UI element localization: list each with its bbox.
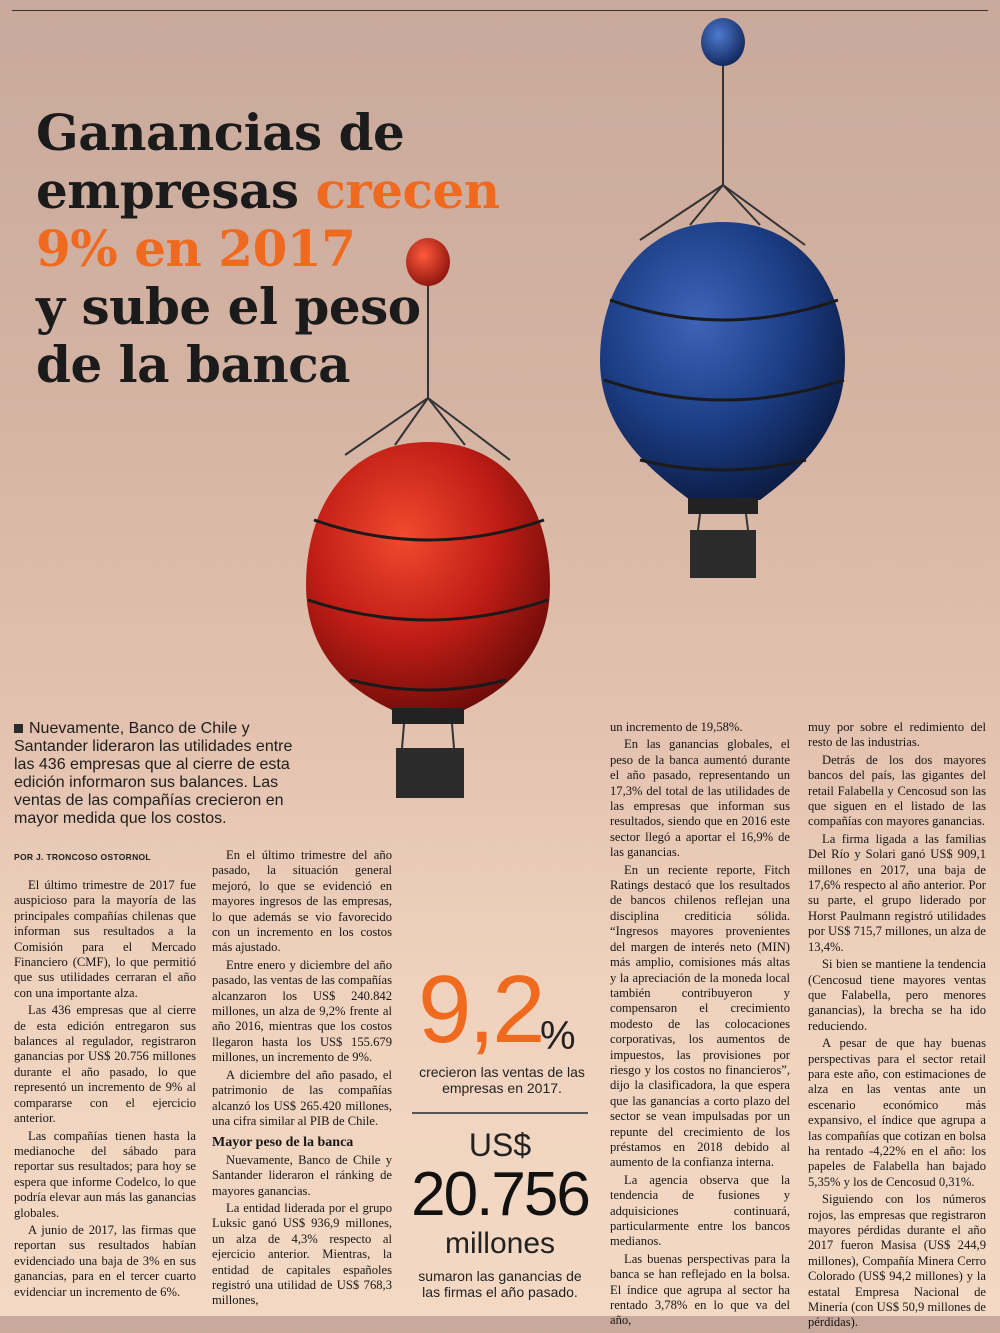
stat-sales-growth-caption: crecieron las ventas de las empresas en 2017. xyxy=(419,1064,585,1096)
lead-bullet-square xyxy=(14,724,23,733)
paragraph: muy por sobre el redimiento del resto de las industrias. xyxy=(808,720,986,750)
paragraph: Si bien se mantiene la tendencia (Cencosud tiene mayores ventas que Falabella, pero menores ganancias), la brecha se ha ido reduciendo. xyxy=(808,957,986,1033)
paragraph: La firma ligada a las familias Del Río y Solari ganó US$ 909,1 millones en 2017, una baja de 17,6% respecto al año anterior. Por su parte, el grupo liderado por Horst Paulmann registró utilidades por US$ 715,7 millones, un alza de 13,4%. xyxy=(808,831,986,954)
paragraph: La entidad liderada por el grupo Luksic ganó US$ 936,9 millones, un alza de 4,3% respecto al ejercicio anterior. Mientras, la entidad de capitales españoles registró una utilidad de US$ 768,3 millones, xyxy=(212,1200,392,1308)
paragraph: Siguiendo con los números rojos, las empresas que registraron mayores pérdidas durante el año 2017 fueron Masisa (US$ 244,9 millones), Compañía Minera Cerro Colorado (US$ 94,2 millones) y la estatal Empresa Nacional de Minería (con US$ 50,9 millones de pérdidas). xyxy=(808,1192,986,1330)
paragraph: Entre enero y diciembre del año pasado, las ventas de las compañías alcanzaron los US$ 240.842 millones, un alza de 9,2% frente al año 2016, mientras que los costos llegaron hasta los US$ 155.679 millones, un incremento de 9%. xyxy=(212,957,392,1065)
article-column-2 xyxy=(212,848,392,1311)
lead-paragraph xyxy=(14,720,310,828)
article-column-3 xyxy=(610,720,790,1331)
paragraph: Las buenas perspectivas para la banca se han reflejado en la bolsa. El índice que agrupa al sector ha rentado 3,78% en lo que va del año, xyxy=(610,1251,790,1328)
paragraph: En el último trimestre del año pasado, la situación general mejoró, lo que se evidenció en mayores ingresos de las empresas, lo que además se vio favorecido con un incremento en los costos más ajustado. xyxy=(212,848,392,955)
stat-divider xyxy=(412,1112,588,1114)
subheading: Mayor peso de la banca xyxy=(212,1135,354,1151)
stat-profits-currency: US$ xyxy=(468,1127,532,1163)
headline-line2-start: empresas xyxy=(36,161,316,220)
paragraph: En las ganancias globales, el peso de la banca aumentó durante el año pasado, representando un 17,3% del total de las utilidades de las empresas que informan sus resultados, siendo que en 2016 este sector llegó a aportar el 16,9% de las ganancias. xyxy=(610,737,790,860)
byline: POR J. TRONCOSO OSTORNOL xyxy=(14,852,151,862)
paragraph: Las 436 empresas que al cierre de esta edición entregaron sus balances al regulador, registraron ganancias por US$ 20.756 millones durante el año pasado, lo que representó un incremento de 9% al compararse con el ejercicio anterior. xyxy=(14,1003,196,1126)
paragraph: En un reciente reporte, Fitch Ratings destacó que los resultados de bancos chilenos reflejan una disciplina crediticia sólida. “Ingresos mayores provenientes del margen de interés neto (MIN) más amplio, comisiones más altas y la apreciación de la moneda local también contribuyeron y compensaron el crecimiento modesto de las colocaciones corporativas, los aumentos de impuestos, las provisiones por riesgo y los costos no financieros”, dijo la clasificadora, la que espera que las ganancias a corto plazo del sector se vean impulsadas por un repunte del crecimiento de los préstamos en 2018 debido al aumento de la confianza interna. xyxy=(610,862,790,1170)
paragraph: Las compañías tienen hasta la medianoche del sábado para reportar sus resultados; para hoy se espera que informe Codelco, lo que podría elevar aun más las ganancias globales. xyxy=(14,1128,196,1220)
stat-sales-growth-number: 9,2 xyxy=(418,956,543,1063)
blue-pilot-balloon xyxy=(701,18,745,66)
headline xyxy=(36,104,536,394)
headline-line1: Ganancias de xyxy=(36,103,405,162)
blue-balloon xyxy=(600,18,845,578)
article-column-1 xyxy=(14,878,196,1302)
stat-profits-caption: sumaron las ganancias de las firmas el año pasado. xyxy=(418,1268,582,1300)
paragraph: El último trimestre de 2017 fue auspicioso para la mayoría de las principales compañías chilenas que informan sus resultados a la Comisión para el Mercado Financiero (CMF), lo que permitió que sus utilidades cerraran el año con una importante alza. xyxy=(14,878,196,1000)
paragraph: Detrás de los dos mayores bancos del país, las gigantes del retail Falabella y Cencosud son las que siguen en el listado de las compañías con mayores ganancias. xyxy=(808,752,986,829)
paragraph: un incremento de 19,58%. xyxy=(610,720,743,734)
paragraph: A pesar de que hay buenas perspectivas para el sector retail para este año, con estimaciones de alza en las ventas ante un escenario económico más expansivo, el índice que agrupa a las compañías que cotizan en bolsa ha rentado -4,22% en el año: los papeles de Falabella han bajado 5,35% y los de Cencosud 0,31%. xyxy=(808,1036,986,1189)
stat-profits-unit: millones xyxy=(444,1227,556,1260)
headline-line5: de la banca xyxy=(36,335,351,394)
lead-text: Nuevamente, Banco de Chile y Santander lideraron las utilidades entre las 436 empresas que al cierre de esta edición informaron sus balances. Las ventas de las compañías crecieron en mayor medida que los costos. xyxy=(14,720,293,827)
stat-sales-growth-percent-sign: % xyxy=(540,1014,576,1058)
stat-profits-number: 20.756 xyxy=(411,1160,589,1229)
paragraph: A junio de 2017, las firmas que reportan sus resultados habían evidenciado una baja de 3% en sus ganancias, para en el tercer cuarto evidenciar un incremento de 6%. xyxy=(14,1222,196,1299)
paragraph: La agencia observa que la tendencia de fusiones y adquisiciones continuará, particularmente entre los bancos medianos. xyxy=(610,1172,790,1249)
article-column-4 xyxy=(808,720,986,1333)
headline-line4: y sube el peso xyxy=(36,277,421,336)
paragraph: A diciembre del año pasado, el patrimonio de las compañías alcanzó los US$ 265.420 millones, una cifra similar al PIB de Chile. xyxy=(212,1067,392,1128)
paragraph: Nuevamente, Banco de Chile y Santander lideraron el ránking de mayores ganancias. xyxy=(212,1152,392,1198)
headline-accent-crecen: crecen xyxy=(315,161,500,220)
headline-accent-percent: 9% en 2017 xyxy=(36,219,356,278)
